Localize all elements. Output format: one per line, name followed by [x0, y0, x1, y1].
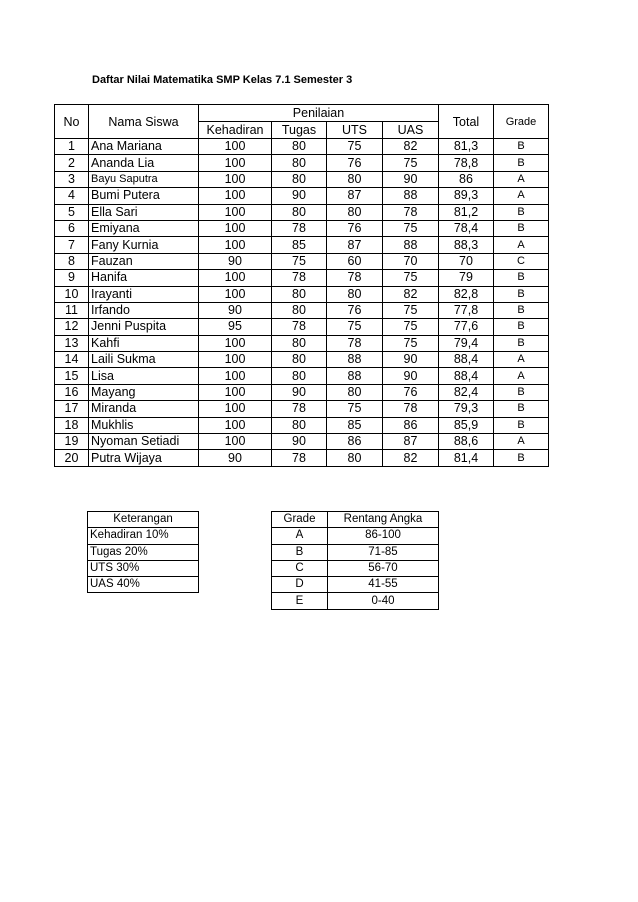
cell-no: 5	[55, 204, 89, 220]
cell-tugas: 80	[272, 286, 327, 302]
cell-grade: B	[494, 335, 549, 351]
cell-kehadiran: 100	[199, 220, 272, 236]
grade-range-range: 0-40	[328, 593, 439, 609]
cell-kehadiran: 100	[199, 401, 272, 417]
cell-uts: 78	[327, 335, 383, 351]
header-penilaian: Penilaian	[199, 105, 439, 122]
cell-uas: 88	[383, 237, 439, 253]
table-row	[55, 237, 549, 253]
cell-nama: Bumi Putera	[89, 188, 199, 204]
cell-no: 19	[55, 434, 89, 450]
cell-uts: 80	[327, 450, 383, 466]
cell-grade: B	[494, 139, 549, 155]
cell-total: 88,3	[439, 237, 494, 253]
keterangan-row	[88, 577, 199, 593]
cell-grade: B	[494, 384, 549, 400]
cell-uts: 75	[327, 401, 383, 417]
cell-uts: 80	[327, 384, 383, 400]
cell-no: 14	[55, 352, 89, 368]
cell-uas: 90	[383, 171, 439, 187]
cell-kehadiran: 100	[199, 270, 272, 286]
cell-nama: Lisa	[89, 368, 199, 384]
cell-uts: 75	[327, 319, 383, 335]
grade-range-grade: A	[272, 528, 328, 544]
cell-uts: 60	[327, 253, 383, 269]
cell-no: 13	[55, 335, 89, 351]
cell-total: 82,4	[439, 384, 494, 400]
cell-nama: Jenni Puspita	[89, 319, 199, 335]
cell-nama: Kahfi	[89, 335, 199, 351]
header-total: Total	[439, 105, 494, 139]
cell-total: 88,4	[439, 352, 494, 368]
cell-kehadiran: 100	[199, 434, 272, 450]
keterangan-item: Tugas 20%	[88, 544, 199, 560]
table-row	[55, 434, 549, 450]
keterangan-item: UTS 30%	[88, 560, 199, 576]
table-row	[55, 384, 549, 400]
cell-total: 81,2	[439, 204, 494, 220]
cell-grade: B	[494, 270, 549, 286]
cell-grade: A	[494, 188, 549, 204]
header-uas: UAS	[383, 122, 439, 139]
cell-uas: 87	[383, 434, 439, 450]
cell-nama: Hanifa	[89, 270, 199, 286]
cell-no: 6	[55, 220, 89, 236]
cell-no: 8	[55, 253, 89, 269]
table-row	[55, 417, 549, 433]
cell-tugas: 78	[272, 220, 327, 236]
cell-uas: 90	[383, 368, 439, 384]
header-nama: Nama Siswa	[89, 105, 199, 139]
header-uts: UTS	[327, 122, 383, 139]
cell-uts: 75	[327, 139, 383, 155]
grade-range-range: 86-100	[328, 528, 439, 544]
grades-table	[54, 104, 549, 467]
cell-total: 70	[439, 253, 494, 269]
cell-no: 17	[55, 401, 89, 417]
cell-nama: Ananda Lia	[89, 155, 199, 171]
cell-no: 16	[55, 384, 89, 400]
table-row	[55, 368, 549, 384]
table-row	[55, 188, 549, 204]
cell-total: 79	[439, 270, 494, 286]
cell-kehadiran: 100	[199, 188, 272, 204]
cell-grade: A	[494, 434, 549, 450]
table-row	[55, 204, 549, 220]
grade-range-range: 56-70	[328, 560, 439, 576]
cell-no: 9	[55, 270, 89, 286]
cell-grade: B	[494, 286, 549, 302]
cell-tugas: 90	[272, 384, 327, 400]
table-row	[55, 352, 549, 368]
cell-no: 20	[55, 450, 89, 466]
cell-grade: A	[494, 368, 549, 384]
cell-grade: A	[494, 171, 549, 187]
table-row	[55, 253, 549, 269]
cell-grade: B	[494, 220, 549, 236]
cell-tugas: 90	[272, 188, 327, 204]
cell-grade: B	[494, 155, 549, 171]
cell-nama: Ella Sari	[89, 204, 199, 220]
cell-tugas: 78	[272, 270, 327, 286]
keterangan-row	[88, 528, 199, 544]
cell-kehadiran: 100	[199, 139, 272, 155]
cell-nama: Emiyana	[89, 220, 199, 236]
grade-range-header-row	[272, 512, 439, 528]
cell-uas: 75	[383, 335, 439, 351]
cell-kehadiran: 100	[199, 335, 272, 351]
cell-tugas: 80	[272, 204, 327, 220]
cell-uas: 75	[383, 155, 439, 171]
cell-grade: A	[494, 352, 549, 368]
cell-no: 15	[55, 368, 89, 384]
cell-no: 18	[55, 417, 89, 433]
cell-no: 4	[55, 188, 89, 204]
cell-no: 12	[55, 319, 89, 335]
cell-total: 88,4	[439, 368, 494, 384]
grade-range-row	[272, 577, 439, 593]
cell-kehadiran: 100	[199, 384, 272, 400]
keterangan-header: Keterangan	[88, 512, 199, 528]
header-grade: Grade	[494, 105, 549, 139]
cell-tugas: 75	[272, 253, 327, 269]
cell-uts: 76	[327, 302, 383, 318]
cell-uas: 82	[383, 286, 439, 302]
cell-nama: Mukhlis	[89, 417, 199, 433]
cell-grade: B	[494, 401, 549, 417]
cell-kehadiran: 90	[199, 302, 272, 318]
cell-uas: 88	[383, 188, 439, 204]
cell-total: 88,6	[439, 434, 494, 450]
grade-range-row	[272, 560, 439, 576]
grade-range-range: 41-55	[328, 577, 439, 593]
cell-total: 86	[439, 171, 494, 187]
table-row	[55, 286, 549, 302]
cell-grade: B	[494, 450, 549, 466]
cell-tugas: 80	[272, 368, 327, 384]
cell-uts: 88	[327, 368, 383, 384]
keterangan-item: Kehadiran 10%	[88, 528, 199, 544]
cell-uas: 82	[383, 139, 439, 155]
cell-total: 82,8	[439, 286, 494, 302]
grade-range-header-grade: Grade	[272, 512, 328, 528]
grade-range-row	[272, 544, 439, 560]
cell-nama: Laili Sukma	[89, 352, 199, 368]
cell-tugas: 90	[272, 434, 327, 450]
cell-nama: Irfando	[89, 302, 199, 318]
table-row	[55, 270, 549, 286]
cell-kehadiran: 100	[199, 352, 272, 368]
grade-range-row	[272, 528, 439, 544]
cell-nama: Miranda	[89, 401, 199, 417]
cell-tugas: 80	[272, 335, 327, 351]
grade-range-table	[271, 511, 439, 610]
cell-total: 85,9	[439, 417, 494, 433]
cell-uts: 78	[327, 270, 383, 286]
table-row	[55, 155, 549, 171]
cell-uts: 76	[327, 155, 383, 171]
header-kehadiran: Kehadiran	[199, 122, 272, 139]
cell-tugas: 80	[272, 139, 327, 155]
cell-nama: Fauzan	[89, 253, 199, 269]
cell-uts: 80	[327, 204, 383, 220]
cell-kehadiran: 90	[199, 253, 272, 269]
cell-grade: B	[494, 204, 549, 220]
table-row	[55, 302, 549, 318]
cell-uas: 75	[383, 220, 439, 236]
cell-no: 11	[55, 302, 89, 318]
cell-uas: 86	[383, 417, 439, 433]
table-row	[55, 401, 549, 417]
cell-uas: 78	[383, 204, 439, 220]
cell-tugas: 80	[272, 155, 327, 171]
table-row	[55, 139, 549, 155]
grade-range-row	[272, 593, 439, 609]
cell-kehadiran: 95	[199, 319, 272, 335]
cell-nama: Mayang	[89, 384, 199, 400]
cell-uts: 80	[327, 286, 383, 302]
cell-uts: 86	[327, 434, 383, 450]
cell-uas: 70	[383, 253, 439, 269]
cell-kehadiran: 90	[199, 450, 272, 466]
cell-total: 79,4	[439, 335, 494, 351]
cell-uts: 87	[327, 188, 383, 204]
cell-total: 78,8	[439, 155, 494, 171]
cell-nama: Nyoman Setiadi	[89, 434, 199, 450]
cell-nama: Bayu Saputra	[89, 171, 199, 187]
cell-kehadiran: 100	[199, 286, 272, 302]
keterangan-item: UAS 40%	[88, 577, 199, 593]
cell-grade: B	[494, 417, 549, 433]
cell-kehadiran: 100	[199, 204, 272, 220]
table-row	[55, 450, 549, 466]
cell-tugas: 80	[272, 171, 327, 187]
cell-no: 3	[55, 171, 89, 187]
header-no: No	[55, 105, 89, 139]
cell-nama: Irayanti	[89, 286, 199, 302]
cell-uas: 75	[383, 302, 439, 318]
table-row	[55, 171, 549, 187]
keterangan-header-row	[88, 512, 199, 528]
cell-uas: 90	[383, 352, 439, 368]
cell-total: 77,8	[439, 302, 494, 318]
cell-nama: Fany Kurnia	[89, 237, 199, 253]
cell-total: 89,3	[439, 188, 494, 204]
cell-uts: 80	[327, 171, 383, 187]
cell-no: 10	[55, 286, 89, 302]
cell-no: 2	[55, 155, 89, 171]
grade-range-range: 71-85	[328, 544, 439, 560]
header-row	[55, 105, 549, 122]
keterangan-table	[87, 511, 199, 593]
grade-range-grade: C	[272, 560, 328, 576]
keterangan-row	[88, 560, 199, 576]
cell-uts: 88	[327, 352, 383, 368]
cell-tugas: 80	[272, 352, 327, 368]
grade-range-grade: D	[272, 577, 328, 593]
cell-total: 81,3	[439, 139, 494, 155]
cell-uas: 75	[383, 319, 439, 335]
cell-tugas: 78	[272, 450, 327, 466]
cell-no: 1	[55, 139, 89, 155]
grade-range-grade: E	[272, 593, 328, 609]
grade-range-header-range: Rentang Angka	[328, 512, 439, 528]
cell-uas: 76	[383, 384, 439, 400]
cell-no: 7	[55, 237, 89, 253]
cell-kehadiran: 100	[199, 237, 272, 253]
cell-grade: C	[494, 253, 549, 269]
cell-grade: B	[494, 319, 549, 335]
cell-tugas: 80	[272, 302, 327, 318]
cell-nama: Putra Wijaya	[89, 450, 199, 466]
grade-range-grade: B	[272, 544, 328, 560]
cell-uas: 82	[383, 450, 439, 466]
cell-kehadiran: 100	[199, 155, 272, 171]
cell-nama: Ana Mariana	[89, 139, 199, 155]
cell-tugas: 80	[272, 417, 327, 433]
cell-grade: A	[494, 237, 549, 253]
cell-total: 78,4	[439, 220, 494, 236]
cell-total: 79,3	[439, 401, 494, 417]
keterangan-row	[88, 544, 199, 560]
cell-kehadiran: 100	[199, 171, 272, 187]
table-row	[55, 319, 549, 335]
cell-total: 81,4	[439, 450, 494, 466]
cell-uas: 75	[383, 270, 439, 286]
cell-kehadiran: 100	[199, 368, 272, 384]
cell-tugas: 78	[272, 319, 327, 335]
cell-total: 77,6	[439, 319, 494, 335]
cell-uts: 87	[327, 237, 383, 253]
cell-uts: 85	[327, 417, 383, 433]
cell-grade: B	[494, 302, 549, 318]
cell-uas: 78	[383, 401, 439, 417]
cell-kehadiran: 100	[199, 417, 272, 433]
page-title: Daftar Nilai Matematika SMP Kelas 7.1 Semester 3	[92, 74, 353, 86]
cell-uts: 76	[327, 220, 383, 236]
header-tugas: Tugas	[272, 122, 327, 139]
cell-tugas: 85	[272, 237, 327, 253]
table-row	[55, 220, 549, 236]
cell-tugas: 78	[272, 401, 327, 417]
table-row	[55, 335, 549, 351]
